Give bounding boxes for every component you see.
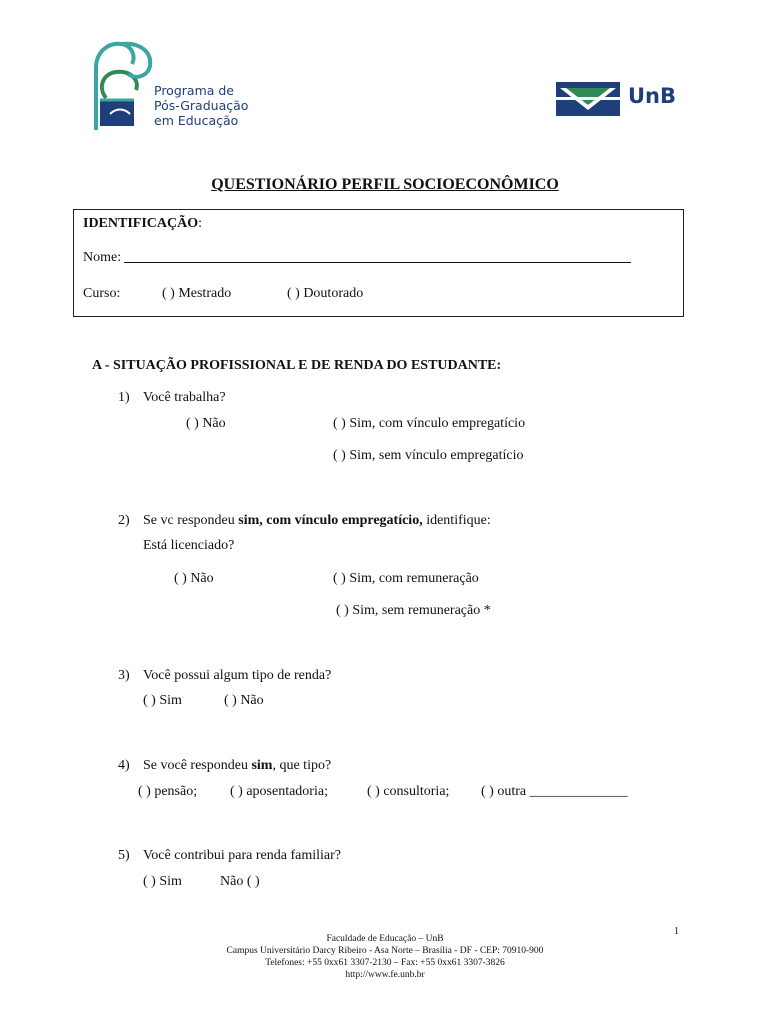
q4-number: 4)	[118, 758, 130, 773]
q4-text-bold: sim	[251, 758, 273, 773]
q5-text: Você contribui para renda familiar?	[143, 848, 341, 863]
footer-line2: Campus Universitário Darcy Ribeiro - Asa Norte – Brasília - DF - CEP: 70910-900	[226, 946, 544, 956]
unb-logo-text: UnB	[628, 84, 677, 108]
q2-option-nao[interactable]: ( ) Não	[174, 571, 214, 586]
q5-option-sim[interactable]: ( ) Sim	[143, 874, 182, 889]
q2-number: 2)	[118, 513, 130, 528]
q3-text: Você possui algum tipo de renda?	[143, 668, 332, 683]
page-number: 1	[674, 926, 679, 937]
q2-subtext: Está licenciado?	[143, 538, 235, 553]
q2-text-pre: Se vc respondeu	[143, 513, 239, 528]
identification-colon: :	[198, 216, 203, 231]
page-title: QUESTIONÁRIO PERFIL SOCIOECONÔMICO	[211, 176, 559, 193]
name-field[interactable]	[124, 262, 631, 263]
q4-option-outra[interactable]: ( ) outra ______________	[481, 784, 628, 799]
program-logo-line1: Programa de	[154, 83, 234, 98]
footer-line1: Faculdade de Educação – UnB	[326, 934, 444, 944]
q1-option-sim-sem-vinculo[interactable]: ( ) Sim, sem vínculo empregatício	[333, 448, 524, 463]
q2-text-bold: sim, com vínculo empregatício,	[238, 513, 423, 528]
q4-text-pre: Se você respondeu	[143, 758, 252, 773]
section-a-heading: A - SITUAÇÃO PROFISSIONAL E DE RENDA DO ESTUDANTE:	[92, 358, 502, 373]
q5-number: 5)	[118, 848, 130, 863]
identification-heading-row	[83, 216, 202, 232]
q4-text-post: , que tipo?	[272, 758, 332, 773]
identification-heading: IDENTIFICAÇÃO	[83, 216, 199, 231]
program-logo-text	[154, 83, 248, 128]
footer-line4: http://www.fe.unb.br	[345, 970, 425, 980]
footer-line3: Telefones: +55 0xx61 3307-2130 – Fax: +55 0xx61 3307-3826	[265, 958, 505, 968]
program-logo-line2: Pós-Graduação	[154, 98, 249, 113]
q1-option-sim-com-vinculo[interactable]: ( ) Sim, com vínculo empregatício	[333, 416, 526, 431]
footer	[0, 933, 770, 981]
course-option-doutorado[interactable]: ( ) Doutorado	[287, 286, 364, 301]
q1-number: 1)	[118, 390, 130, 405]
program-logo-icon	[88, 38, 158, 133]
q3-number: 3)	[118, 668, 130, 683]
q3-option-nao[interactable]: ( ) Não	[224, 693, 264, 708]
q4-option-pensao[interactable]: ( ) pensão;	[138, 784, 198, 799]
unb-emblem-icon	[556, 82, 620, 116]
q4-option-aposentadoria[interactable]: ( ) aposentadoria;	[230, 784, 328, 799]
q2-text-post: identifique:	[422, 513, 491, 528]
program-logo	[88, 38, 278, 133]
program-logo-line3: em Educação	[154, 113, 239, 128]
q4-option-consultoria[interactable]: ( ) consultoria;	[367, 784, 450, 799]
q1-option-nao[interactable]: ( ) Não	[186, 416, 226, 431]
q2-option-sim-sem-remuneracao[interactable]: ( ) Sim, sem remuneração *	[336, 603, 491, 618]
q2-text	[143, 513, 491, 529]
q3-option-sim[interactable]: ( ) Sim	[143, 693, 182, 708]
course-label: Curso:	[83, 286, 121, 301]
q5-option-nao[interactable]: Não ( )	[220, 874, 260, 889]
course-option-mestrado[interactable]: ( ) Mestrado	[162, 286, 232, 301]
q2-option-sim-com-remuneracao[interactable]: ( ) Sim, com remuneração	[333, 571, 479, 586]
q4-text	[143, 758, 331, 774]
q1-text: Você trabalha?	[143, 390, 226, 405]
unb-logo	[556, 82, 681, 116]
name-label: Nome:	[83, 250, 122, 265]
